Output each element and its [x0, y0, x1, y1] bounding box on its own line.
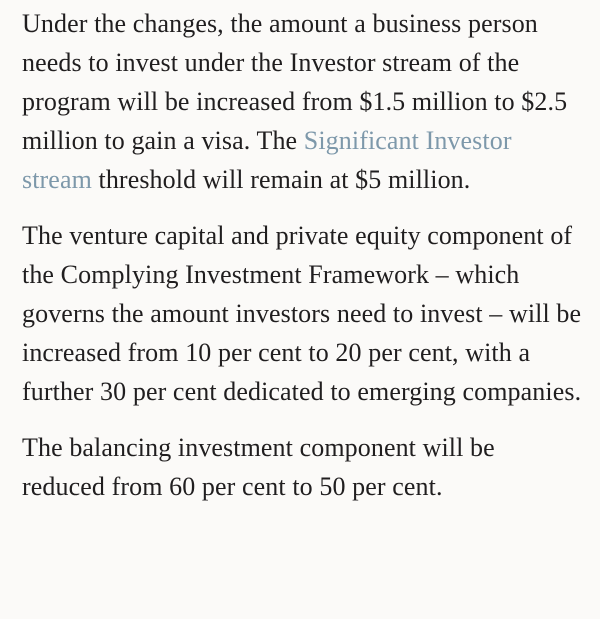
paragraph-1-text-after-link: threshold will remain at $5 million. — [91, 165, 471, 194]
paragraph-1-text-before-link: Under the changes, the amount a business person needs to invest under the Investor stream of the program will be increased from $1.5 million to $2.5 million to gain a visa. The — [22, 9, 568, 155]
significant-investor-stream-link[interactable]: Significant Investor stream — [22, 126, 512, 194]
paragraph-balancing-investment: The balancing investment component will be reduced from 60 per cent to 50 per cent. — [22, 433, 495, 501]
paragraph-investor-stream — [22, 4, 582, 199]
paragraph-complying-investment-framework: The venture capital and private equity component of the Complying Investment Framework – which governs the amount investors need to invest – will be increased from 10 per cent to 20 per cent, with a further 30 per cent dedicated to emerging companies. — [22, 221, 582, 406]
